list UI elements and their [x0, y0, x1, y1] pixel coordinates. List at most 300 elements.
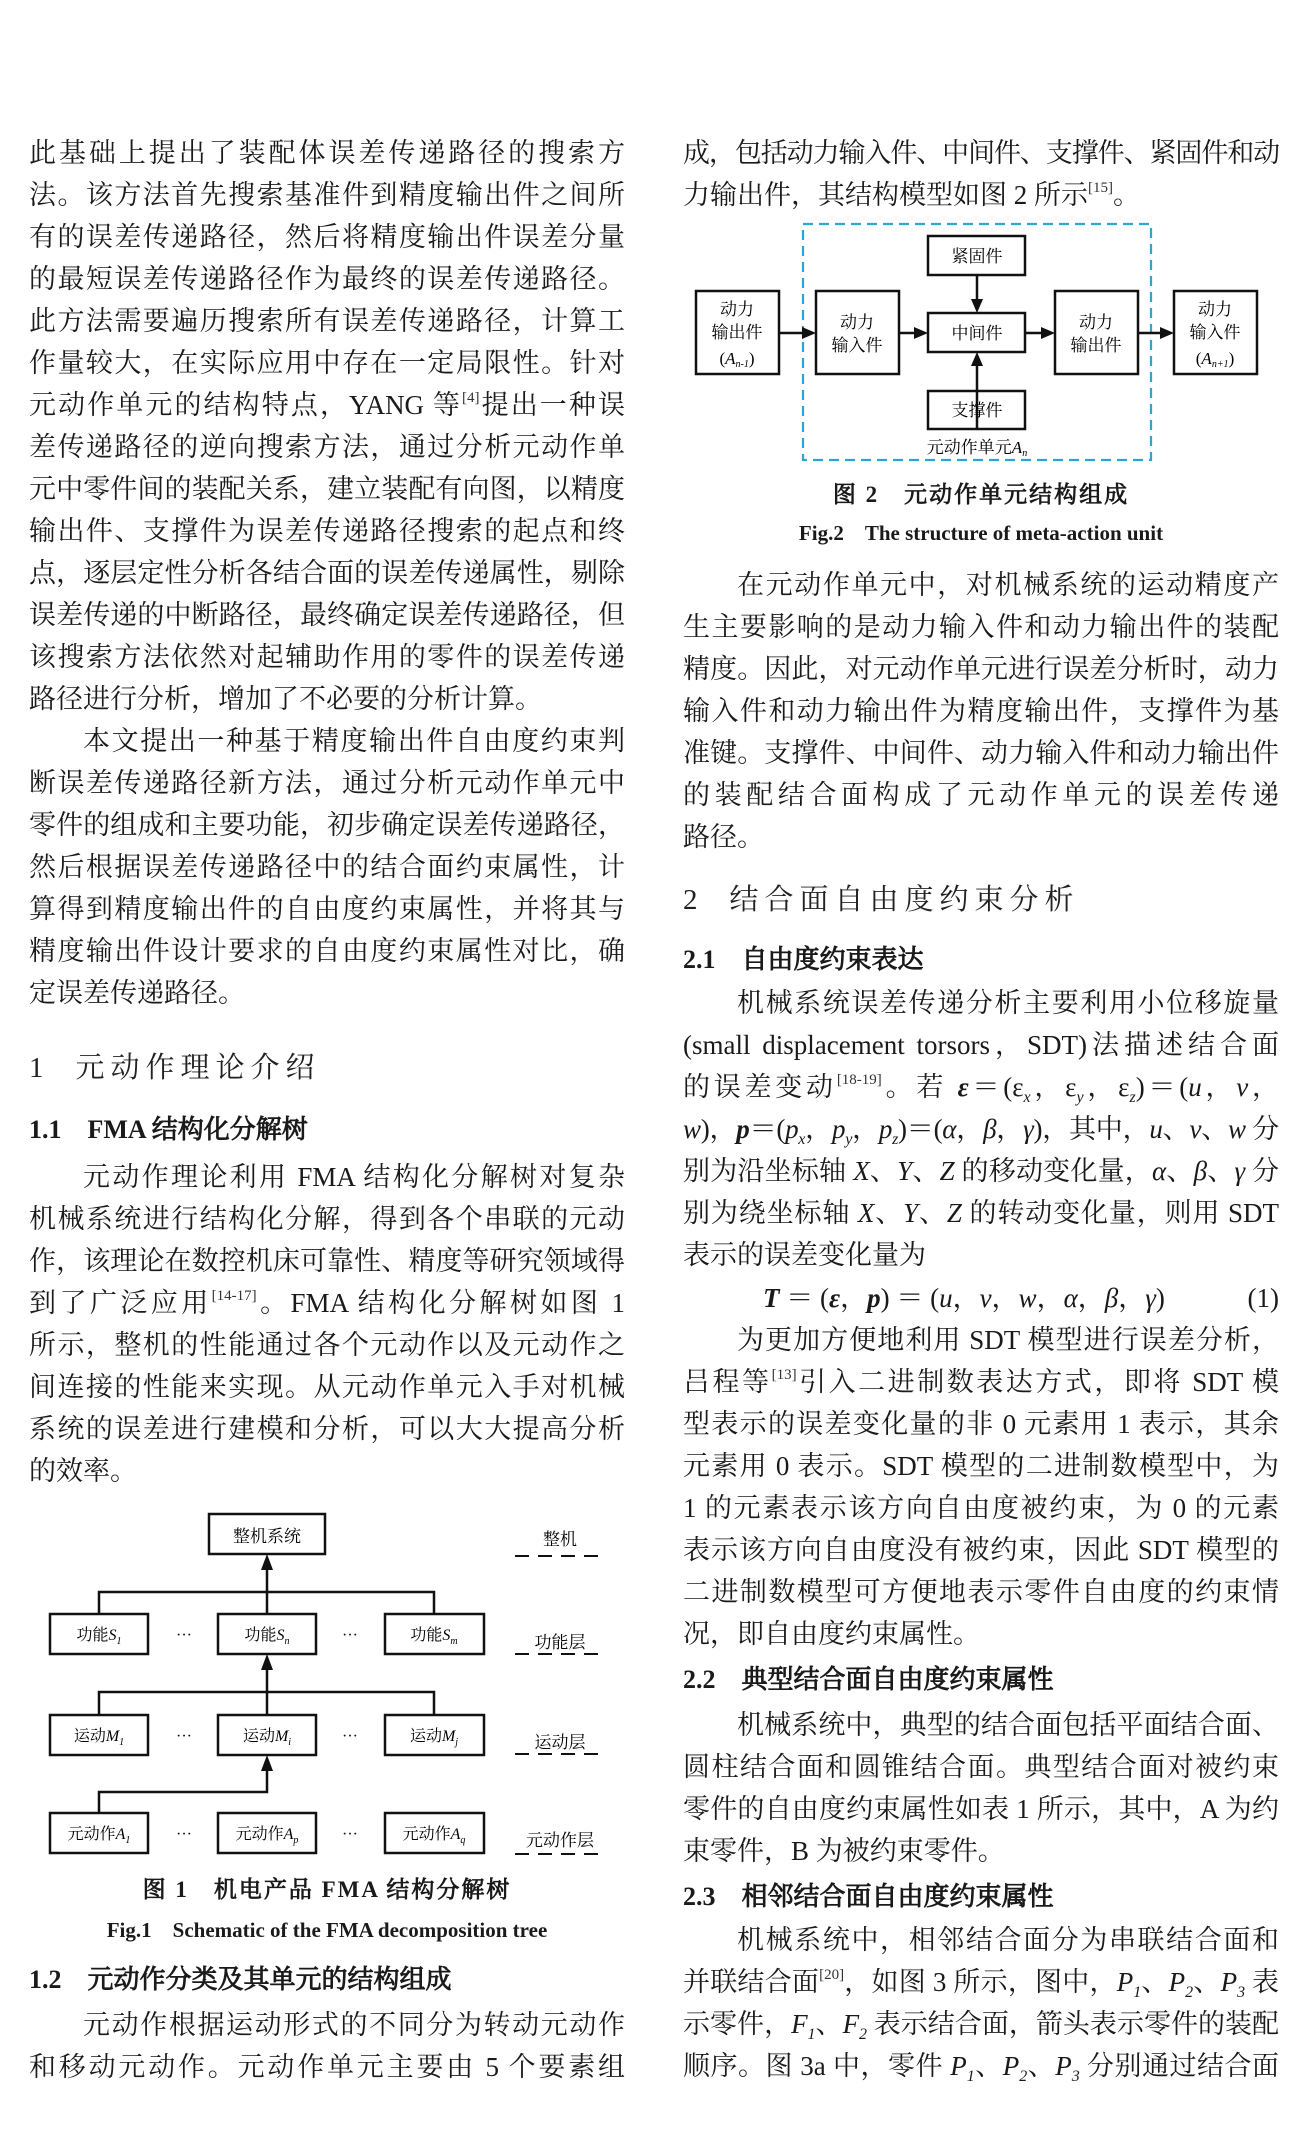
math-variable: v	[1236, 1072, 1249, 1102]
text-run: 束零件，B 为被约束零件。	[683, 1836, 1005, 1866]
text-line	[683, 1234, 1279, 1276]
fastener-label: 紧固件	[951, 247, 1003, 266]
text-run: )	[1155, 1283, 1165, 1313]
text-run: 机械系统中，典型的结合面包括平面结合面、	[737, 1710, 1279, 1740]
section-2-2-body	[683, 1704, 1279, 1872]
math-vector: T	[763, 1283, 780, 1313]
text-run: 断误差传递路径新方法，通过分析元动作单元中	[29, 768, 625, 798]
text-run: 、	[974, 2051, 1003, 2081]
math-variable: u	[1188, 1072, 1202, 1102]
text-run: (small displacement torsors，SDT)法描述结合面	[683, 1030, 1279, 1060]
node-text: 运动	[242, 1728, 275, 1745]
ellipsis: ···	[176, 1826, 192, 1843]
layer-label-machine: 整机	[543, 1530, 577, 1549]
math-variable: X	[857, 1198, 875, 1228]
figure-2-meta-action-unit	[680, 220, 1280, 470]
text-line	[683, 982, 1279, 1024]
text-run: 、	[1193, 1967, 1221, 1997]
section-2-1-heading	[683, 939, 1279, 981]
text-run: )，	[700, 1114, 737, 1144]
math-vector: ε	[829, 1283, 841, 1313]
text-run: 分	[1245, 1114, 1280, 1144]
node-variable: A	[283, 1826, 294, 1843]
section-number: 2.1	[683, 945, 716, 974]
math-variable: Z	[946, 1198, 962, 1228]
math-variable: F	[842, 2009, 860, 2039]
math-variable: α	[1151, 1156, 1167, 1186]
ellipsis: ···	[342, 1826, 358, 1843]
text-run: 该搜索方法依然对起辅助作用的零件的误差传递	[29, 642, 625, 672]
node-subscript: m	[450, 1636, 458, 1647]
text-line	[683, 132, 1279, 174]
text-run: 的效率。	[29, 1456, 137, 1486]
figure-2-caption-en: Fig.2 The structure of meta-action unit	[798, 521, 1164, 545]
text-run: 零件的自由度约束属性如表 1 所示，其中，A 为约	[683, 1794, 1279, 1824]
node-subscript: 1	[119, 1737, 125, 1748]
math-variable: γ	[1023, 1114, 1034, 1144]
text-line	[29, 636, 625, 678]
text-run: ，	[991, 1283, 1019, 1313]
section-1-1-body	[29, 1156, 625, 1492]
node-variable: S	[442, 1627, 451, 1644]
math-variable: p	[878, 1114, 893, 1144]
subscript: y	[845, 1131, 852, 1148]
node-text: 元动作	[402, 1826, 451, 1843]
text-line	[683, 1445, 1279, 1487]
text-run: 、	[1162, 1114, 1190, 1144]
text-run: 零件的组成和主要功能，初步确定误差传递路径，	[29, 810, 625, 840]
subscript: z	[892, 1131, 899, 1148]
text-run: 作，该理论在数控机床可靠性、精度等研究领域得	[29, 1246, 625, 1276]
math-variable: w	[683, 1114, 701, 1144]
math-variable: F	[791, 2009, 808, 2039]
text-line	[29, 594, 625, 636]
text-run: 精度输出件设计要求的自由度约束属性对比，确	[29, 936, 625, 966]
text-run: 、	[918, 1198, 947, 1228]
text-line	[29, 1282, 625, 1324]
unit-label: 元动作单元An	[926, 438, 1028, 459]
text-run: 顺序。图 3a 中，零件	[683, 2051, 951, 2081]
figure-1-caption-en: Fig.1 Schematic of the FMA decomposition tree	[106, 1918, 548, 1942]
section-title: 元动作理论介绍	[75, 1052, 321, 1084]
subscript: 3	[1237, 1984, 1246, 2001]
text-run: ，	[1248, 1072, 1280, 1102]
text-line	[29, 972, 625, 1014]
math-variable: β	[1193, 1156, 1208, 1186]
text-run: )＝(	[898, 1114, 943, 1144]
text-line	[29, 804, 625, 846]
text-run: 精度。因此，对元动作单元进行误差分析时，动力	[683, 654, 1279, 684]
math-variable: Y	[897, 1156, 913, 1186]
math-vector: p	[867, 1283, 881, 1313]
text-run: 误差传递的中断路径，最终确定误差传递路径，但	[29, 600, 625, 630]
text-line	[683, 606, 1279, 648]
section-2-heading	[683, 879, 1279, 921]
text-run: ，如图 3 所示，图中，	[844, 1967, 1117, 1997]
text-run: 系统的误差进行建模和分析，可以大大提高分析	[29, 1414, 625, 1444]
text-line	[29, 384, 625, 426]
text-run: 况，即自由度约束属性。	[683, 1619, 980, 1649]
text-line	[683, 648, 1279, 690]
text-line	[683, 1529, 1279, 1571]
text-run: 的转动变化量，则用 SDT	[961, 1198, 1280, 1228]
section-number: 2.2	[683, 1665, 716, 1694]
citation: [4]	[462, 390, 480, 406]
text-run: ，	[1077, 1283, 1105, 1313]
section-title: 自由度约束表达	[741, 945, 924, 974]
math-variable: p	[831, 1114, 846, 1144]
node-text: 元动作	[67, 1826, 116, 1843]
text-run: 然后根据误差传递路径中的结合面约束属性，计	[29, 852, 625, 882]
text-run: 的装配结合面构成了元动作单元的误差传递	[683, 780, 1279, 810]
subscript: 1	[807, 2026, 816, 2043]
figure-2-caption-cn: 图 2 元动作单元结构组成	[832, 482, 1130, 507]
math-variable: u	[1149, 1114, 1163, 1144]
section-number: 1.2	[29, 1965, 62, 1994]
prev-unit-label: 输出件	[711, 323, 763, 342]
node-variable: M	[274, 1728, 289, 1745]
subscript: 3	[1071, 2068, 1080, 2085]
math-variable: β	[1104, 1283, 1119, 1313]
text-line	[29, 342, 625, 384]
node-variable: A	[115, 1826, 126, 1843]
layer-label-motion: 运动层	[534, 1733, 586, 1752]
math-variable: p	[785, 1114, 799, 1144]
text-run: 法。该方法首先搜索基准件到精度输出件之间所	[29, 180, 625, 210]
text-run: 分别通过结合面	[1079, 2051, 1280, 2081]
ellipsis: ···	[176, 1728, 192, 1745]
section-number: 1	[29, 1052, 50, 1084]
node-subscript: n	[284, 1636, 290, 1647]
math-variable: γ	[1234, 1156, 1246, 1186]
text-run: 所示，整机的性能通过各个元动作以及元动作之	[29, 1330, 625, 1360]
text-run: 表	[1245, 1967, 1280, 1997]
section-2-3-body	[683, 1919, 1279, 2087]
text-run: 元中零件间的装配关系，建立装配有向图，以精度	[29, 474, 625, 504]
math-variable: u	[939, 1283, 953, 1313]
text-run: 此方法需要遍历搜索所有误差传递路径，计算工	[29, 306, 625, 336]
text-run: 别为绕坐标轴	[683, 1198, 858, 1228]
support-part-label: 支撑件	[951, 401, 1003, 420]
text-line	[683, 174, 1279, 216]
text-line	[29, 2046, 625, 2088]
text-run: 和移动元动作。元动作单元主要由 5 个要素组	[29, 2052, 625, 2082]
text-run: 、	[815, 2009, 843, 2039]
output-part-label: 输出件	[1070, 336, 1122, 355]
math-variable: P	[950, 2051, 967, 2081]
text-run: )＝(	[1135, 1072, 1189, 1102]
text-run: 本文提出一种基于精度输出件自由度约束判	[83, 726, 625, 756]
text-run: 力输出件，其结构模型如图 2 所示	[683, 180, 1088, 210]
meta-action-unit-paragraph	[683, 564, 1279, 858]
subscript: 1	[1133, 1984, 1142, 2001]
math-vector: ε	[957, 1072, 969, 1102]
fig1-node-label	[68, 1825, 131, 1846]
text-run: ，	[1036, 1283, 1064, 1313]
text-line	[683, 1108, 1279, 1150]
figure-1-caption-cn: 图 1 机电产品 FMA 结构分解树	[142, 1877, 512, 1902]
text-line	[29, 762, 625, 804]
middle-part-label: 中间件	[951, 324, 1003, 343]
text-run: 提出一种误	[479, 390, 625, 420]
subscript: x	[798, 1131, 806, 1148]
section-title: 元动作分类及其单元的结构组成	[87, 1965, 452, 1994]
text-run: 路径。	[683, 822, 764, 852]
section-title: 典型结合面自由度约束属性	[741, 1665, 1054, 1694]
subscript: 1	[966, 2068, 975, 2085]
text-run: 机械系统中，相邻结合面分为串联结合面和	[737, 1925, 1279, 1955]
next-unit-var: (An+1)	[1195, 349, 1235, 370]
text-run: 有的误差传递路径，然后将精度输出件误差分量	[29, 222, 625, 252]
prev-unit-var: (An-1)	[719, 349, 755, 370]
ellipsis: ···	[176, 1627, 192, 1644]
text-run: 的误差变动	[683, 1072, 837, 1102]
fig1-node-label	[410, 1626, 457, 1647]
text-run: 并联结合面	[683, 1967, 820, 1997]
math-variable: P	[1168, 1967, 1186, 1997]
text-run: ，ε	[1083, 1072, 1130, 1102]
text-run: ，	[996, 1114, 1024, 1144]
text-run: 成，包括动力输入件、中间件、支撑件、紧固件和动	[683, 138, 1279, 168]
text-run: 的最短误差传递路径作为最终的误差传递路径。	[29, 264, 625, 294]
fig1-node-label	[244, 1626, 289, 1647]
ellipsis: ···	[342, 1627, 358, 1644]
fig1-node-label	[410, 1727, 458, 1748]
text-line	[683, 774, 1279, 816]
section-title: 结合面自由度约束分析	[729, 884, 1080, 916]
text-run: 别为沿坐标轴	[683, 1156, 854, 1186]
text-run: 分	[1245, 1156, 1280, 1186]
text-line	[683, 1704, 1279, 1746]
math-variable: P	[1055, 2051, 1072, 2081]
subscript: y	[1076, 1089, 1084, 1106]
section-2-3-heading	[683, 1876, 1279, 1918]
math-variable: P	[1220, 1967, 1238, 1997]
section-1-heading	[29, 1047, 625, 1089]
text-line	[29, 510, 625, 552]
text-run: 输入件和动力输出件为精度输出件，支撑件为基	[683, 696, 1279, 726]
text-line	[683, 732, 1279, 774]
text-run: 1 的元素表示该方向自由度被约束，为 0 的元素	[683, 1493, 1279, 1523]
text-run: ，ε	[1030, 1072, 1077, 1102]
text-line	[683, 2003, 1279, 2045]
node-text: 功能	[410, 1627, 443, 1644]
text-line	[683, 1192, 1279, 1234]
text-line	[29, 678, 625, 720]
fig1-node-label	[74, 1727, 124, 1748]
math-variable: Y	[903, 1198, 919, 1228]
text-line	[683, 564, 1279, 606]
text-run: 元素用 0 表示。SDT 模型的二进制数模型中，为	[683, 1451, 1279, 1481]
node-text: 功能	[76, 1627, 109, 1644]
text-run: 此基础上提出了装配体误差传递路径的搜索方	[29, 138, 625, 168]
text-line	[29, 216, 625, 258]
layer-label-function: 功能层	[534, 1633, 586, 1652]
text-line	[683, 1403, 1279, 1445]
math-variable: α	[1063, 1283, 1078, 1313]
math-variable: P	[1002, 2051, 1020, 2081]
citation: [18-19]	[836, 1072, 882, 1088]
section-2-1-body	[683, 982, 1279, 1276]
text-run: 表示的误差变化量为	[683, 1240, 926, 1270]
text-line	[29, 1324, 625, 1366]
fig1-node-label	[243, 1727, 291, 1748]
fig1-node-label	[403, 1825, 466, 1846]
node-subscript: p	[293, 1835, 299, 1846]
text-run: 到了广泛应用	[29, 1288, 212, 1318]
text-line	[683, 1066, 1279, 1108]
subscript: 2	[1019, 2068, 1028, 2085]
text-line	[683, 1613, 1279, 1655]
subscript: 2	[1185, 1984, 1194, 2001]
citation: [15]	[1088, 180, 1113, 196]
next-unit-label: 输入件	[1189, 323, 1241, 342]
text-line	[29, 426, 625, 468]
section-1-2-body	[29, 2004, 625, 2088]
node-text: 运动	[73, 1728, 106, 1745]
ellipsis: ···	[342, 1728, 358, 1745]
subscript: x	[1023, 1089, 1031, 1106]
fig1-node-label	[76, 1626, 121, 1647]
text-run: 、	[1027, 2051, 1056, 2081]
text-run: ，	[852, 1114, 879, 1144]
text-run: 、	[1201, 1114, 1229, 1144]
math-variable: γ	[1145, 1283, 1156, 1313]
text-run: 。	[1113, 180, 1140, 210]
subscript: 2	[859, 2026, 867, 2043]
text-run: 的移动变化量，	[954, 1156, 1152, 1186]
fig1-node-label	[236, 1825, 299, 1846]
text-line	[29, 846, 625, 888]
text-line	[683, 690, 1279, 732]
node-variable: A	[450, 1826, 461, 1843]
fig1-top-label: 整机系统	[233, 1527, 301, 1546]
text-run: 为更加方便地利用 SDT 模型进行误差分析，	[737, 1325, 1279, 1355]
node-text: 功能	[244, 1627, 277, 1644]
text-line	[29, 468, 625, 510]
math-variable: w	[1018, 1283, 1037, 1313]
text-run: ，	[952, 1283, 980, 1313]
math-vector: p	[736, 1114, 750, 1144]
text-line	[683, 1319, 1279, 1361]
node-subscript: j	[455, 1737, 459, 1748]
text-run: 。FMA 结构化分解树如图 1	[256, 1288, 625, 1318]
text-run: 机械系统误差传递分析主要利用小位移旋量	[737, 988, 1279, 1018]
math-variable: w	[1228, 1114, 1246, 1144]
citation: [20]	[819, 1967, 845, 1983]
text-run: 圆柱结合面和圆锥结合面。典型结合面对被约束	[683, 1752, 1279, 1782]
math-variable: v	[979, 1283, 992, 1313]
text-line	[683, 2045, 1279, 2087]
section-number: 2.3	[683, 1882, 716, 1911]
text-run: 定误差传递路径。	[29, 978, 245, 1008]
text-line	[683, 1024, 1279, 1066]
node-variable: M	[441, 1728, 456, 1745]
text-run: 、	[874, 1198, 904, 1228]
text-run: 、	[1141, 1967, 1169, 1997]
text-line	[29, 258, 625, 300]
text-run: ，	[1118, 1283, 1146, 1313]
node-subscript: q	[460, 1835, 466, 1846]
text-line	[29, 1408, 625, 1450]
math-variable: X	[853, 1156, 870, 1186]
text-run: ，	[805, 1114, 832, 1144]
math-variable: v	[1189, 1114, 1202, 1144]
text-line	[29, 888, 625, 930]
fig1-connector	[99, 1568, 434, 1614]
text-run: 算得到精度输出件的自由度约束属性，并将其与	[29, 894, 625, 924]
node-text: 元动作	[235, 1826, 284, 1843]
text-line	[29, 2004, 625, 2046]
text-run: 、	[1207, 1156, 1235, 1186]
text-run: 、	[1166, 1156, 1194, 1186]
node-subscript: i	[288, 1737, 292, 1748]
input-part-label: 输入件	[831, 336, 883, 355]
citation: [14-17]	[211, 1288, 257, 1304]
text-line	[683, 1961, 1279, 2003]
section-2-2-heading	[683, 1659, 1279, 1701]
text-run: 输出件、支撑件为误差传递路径搜索的起点和终	[29, 516, 625, 546]
text-run: 路径进行分析，增加了不必要的分析计算。	[29, 684, 542, 714]
text-line	[683, 1746, 1279, 1788]
input-part-label: 动力	[840, 313, 874, 332]
section-1-1-heading	[29, 1109, 625, 1151]
text-run: 生主要影响的是动力输入件和动力输出件的装配	[683, 612, 1279, 642]
text-line	[683, 1571, 1279, 1613]
text-run: 元动作根据运动形式的不同分为转动元动作	[83, 2010, 625, 2040]
text-run: ，	[1201, 1072, 1237, 1102]
text-run: 。若	[881, 1072, 958, 1102]
text-line	[29, 1366, 625, 1408]
math-variable: Z	[939, 1156, 955, 1186]
text-line	[29, 1450, 625, 1492]
text-run: 元动作单元的结构特点，YANG 等	[29, 390, 463, 420]
text-line	[29, 930, 625, 972]
node-variable: M	[105, 1728, 120, 1745]
text-run: ，	[956, 1114, 984, 1144]
text-run: ，	[840, 1283, 868, 1313]
text-run: 示零件，	[683, 2009, 792, 2039]
text-run: 机械系统进行结构化分解，得到各个串联的元动	[29, 1204, 625, 1234]
text-line	[29, 1240, 625, 1282]
text-run: 引入二进制数表达方式，即将 SDT 模	[796, 1367, 1279, 1397]
intro-text-left	[29, 132, 625, 1014]
next-unit-label: 动力	[1198, 300, 1232, 319]
section-title: 相邻结合面自由度约束属性	[741, 1882, 1054, 1911]
text-line	[29, 174, 625, 216]
text-line	[29, 1156, 625, 1198]
text-run: ＝ (	[779, 1283, 829, 1313]
text-run: 元动作理论利用 FMA 结构化分解树对复杂	[83, 1162, 625, 1192]
node-subscript: 1	[116, 1636, 122, 1647]
prev-unit-label: 动力	[720, 300, 754, 319]
text-line	[683, 1788, 1279, 1830]
text-line	[29, 1198, 625, 1240]
text-line	[683, 1361, 1279, 1403]
text-line	[683, 1919, 1279, 1961]
text-line	[29, 720, 625, 762]
text-line	[29, 132, 625, 174]
text-run: 表示该方向自由度没有被约束，因此 SDT 模型的	[683, 1535, 1279, 1565]
text-run: 点，逐层定性分析各结合面的误差传递属性，剔除	[29, 558, 625, 588]
section-number: 1.1	[29, 1115, 62, 1144]
section-number: 2	[683, 884, 704, 916]
math-variable: P	[1116, 1967, 1134, 1997]
output-part-label: 动力	[1079, 313, 1113, 332]
intro-text-right	[683, 132, 1279, 216]
text-line	[29, 300, 625, 342]
layer-label-meta-action: 元动作层	[526, 1831, 594, 1850]
